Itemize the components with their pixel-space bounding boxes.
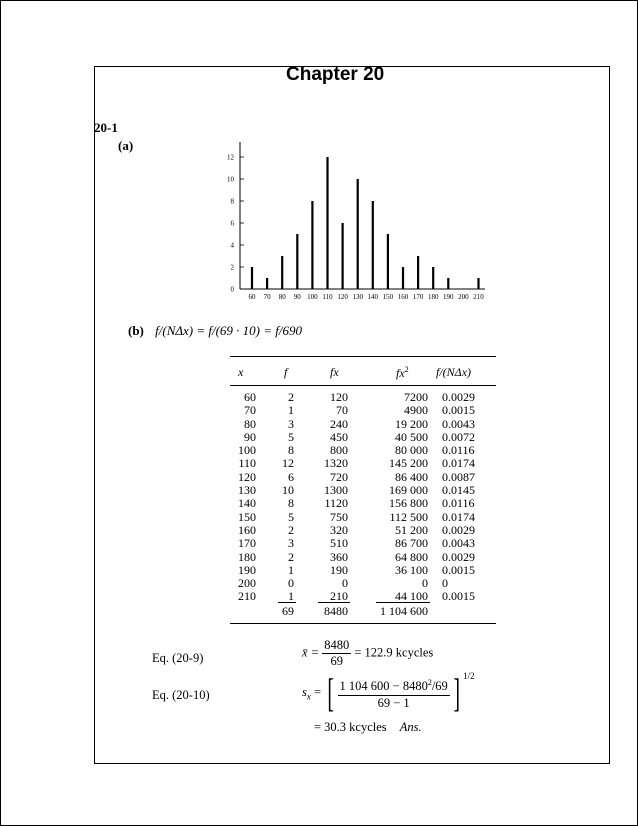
table-cell: 120 [330,390,348,404]
col-header-fx2-base: fx [396,366,405,380]
table-cell: 156 800 [389,496,428,511]
table-cell: 0 [422,576,428,591]
table-cell: 8 [288,496,294,511]
total-rule-fx [318,602,350,603]
table-cell: 64 800 [395,549,428,564]
table-cell: 7200 [404,390,428,404]
part-b-line [128,323,302,339]
eq2-num-sup: 2 [427,678,432,688]
table-cell: 19 200 [395,416,428,431]
table-cell: 70 [336,403,348,418]
table-cell: 100 [238,443,256,458]
table-cell: 1300 [324,483,348,498]
table-cell: 0.0174 [442,509,475,524]
table-cell: 0.0087 [442,469,475,484]
x-tick-label: 180 [427,293,439,301]
col-header-f: f [284,365,288,379]
table-cell: 170 [238,536,256,551]
eq2-lhs: s [302,684,307,699]
table-cell: 240 [330,416,348,431]
table-cell: 1 [288,562,294,577]
y-tick-label: 12 [227,153,234,162]
x-tick-label: 190 [443,293,454,301]
table-cell: 2 [288,522,294,537]
y-tick-label: 6 [230,219,234,228]
table-cell: 169 000 [389,483,428,498]
eq2-fraction [338,675,450,710]
eq2-math [302,670,475,715]
table-cell: 1120 [324,496,348,511]
eq1-label: Eq. (20-9) [152,651,204,665]
x-tick-label: 60 [248,293,256,301]
x-tick-label: 90 [293,293,301,301]
table-cell: 10 [282,483,294,498]
y-tick-label: 4 [230,241,234,250]
table-cell: 0 [442,576,448,591]
part-b-equation: f/(NΔx) = f/(69 · 10) = f/690 [155,323,302,338]
table-cell: 510 [330,536,348,551]
y-tick-label: 0 [230,285,234,294]
table-cell: 0.0145 [442,483,475,498]
table-cell: 90 [244,429,256,444]
table-cell: 80 000 [395,443,428,458]
result-ans: Ans. [399,720,422,734]
eq2-num-b: /69 [431,679,448,694]
table-cell: 0.0015 [442,589,475,604]
table-cell: 0.0043 [442,416,475,431]
table-cell: 51 200 [395,522,428,537]
table-cell: 112 500 [389,509,428,524]
table-cell: 140 [238,496,256,511]
part-a-label: (a) [118,138,134,153]
table-cell: 0.0116 [442,496,475,511]
x-tick-label: 130 [352,293,363,301]
table-cell: 40 500 [395,429,428,444]
table-cell: 450 [330,429,348,444]
x-tick-label: 170 [412,293,424,301]
col-header-density: f/(NΔx) [436,365,472,379]
table-cell: 190 [238,562,256,577]
eq1-rhs: = 122.9 kcycles [354,645,434,660]
table-cell: 44 100 [395,589,428,604]
x-tick-label: 150 [382,293,394,301]
table-cell: 70 [244,403,256,418]
x-tick-label: 120 [337,293,348,301]
x-tick-label: 200 [458,293,469,301]
table-cell: 5 [288,509,294,524]
table-cell: 3 [288,416,294,431]
table-cell: 2 [288,390,294,404]
col-header-fx2-sup: 2 [404,365,409,374]
y-tick-label: 10 [227,175,234,184]
right-bracket: ] [453,670,460,715]
x-tick-label: 140 [367,293,379,301]
table-cell: 145 200 [389,456,428,471]
column-fx [315,391,348,604]
table-cell: 190 [330,562,348,577]
x-tick-label: 160 [397,293,409,301]
result-value: = 30.3 kcycles [314,720,387,734]
frequency-table [230,356,496,624]
total-rule-f [278,602,296,603]
histogram-chart [220,134,490,308]
table-cell: 110 [238,456,256,471]
table-cell: 0.0029 [442,522,475,537]
eq1-denominator: 69 [330,654,343,668]
eq2-num-a: 1 104 600 − 8480 [339,679,428,694]
table-cell: 4900 [404,403,428,418]
table-cell: 0.0015 [442,562,475,577]
table-cell: 0.0072 [442,429,475,444]
x-tick-label: 100 [307,293,318,301]
table-cell: 130 [238,483,256,498]
total-fx: 8480 [324,604,348,618]
eq1-fraction [322,638,351,669]
eq2-numerator [338,675,450,695]
table-cell: 0.0043 [442,536,475,551]
result-line [314,720,422,735]
table-cell: 0.0015 [442,403,475,418]
y-tick-label: 2 [230,263,234,272]
eq2-lhs-sub: x [306,691,311,702]
problem-number: 20-1 [94,120,118,135]
table-cell: 0 [342,576,348,591]
column-fx2 [370,391,428,604]
table-cell: 3 [288,536,294,551]
col-header-x: x [238,365,244,379]
table-cell: 120 [238,469,256,484]
y-tick-label: 8 [230,197,234,206]
total-fx2: 1 104 600 [380,604,428,618]
table-cell: 0.0029 [442,390,475,404]
column-f [272,391,294,604]
table-cell: 360 [330,549,348,564]
table-cell: 800 [330,443,348,458]
table-cell: 0.0174 [442,456,475,471]
x-tick-label: 80 [278,293,286,301]
table-cell: 750 [330,509,348,524]
eq2-eqsign: = [314,684,322,699]
table-cell: 86 400 [395,469,428,484]
total-f: 69 [282,604,294,618]
x-tick-label: 110 [322,293,333,301]
table-cell: 0 [288,576,294,591]
table-cell: 86 700 [395,536,428,551]
table-cell: 6 [288,469,294,484]
table-cell: 210 [330,589,348,604]
table-cell: 80 [244,416,256,431]
chapter-title: Chapter 20 [286,64,385,85]
table-cell: 1 [288,403,294,418]
table-cell: 12 [282,456,294,471]
column-density [442,391,496,604]
table-cell: 0.0116 [442,443,475,458]
eq2-denominator: 69 − 1 [377,695,410,710]
table-cell: 210 [238,589,256,604]
col-header-fx2 [396,365,409,381]
table-cell: 180 [238,549,256,564]
table-cell: 2 [288,549,294,564]
table-cell: 0.0029 [442,549,475,564]
table-cell: 1320 [324,456,348,471]
table-cell: 150 [238,509,256,524]
table-cell: 320 [330,522,348,537]
table-cell: 5 [288,429,294,444]
x-tick-label: 70 [263,293,271,301]
eq1-lhs: x̄ = [302,645,320,660]
table-cell: 8 [288,443,294,458]
eq1-math [302,638,433,669]
eq2-power: 1/2 [463,670,475,681]
x-tick-label: 210 [473,293,484,301]
table-cell: 160 [238,522,256,537]
header-rule [230,385,496,386]
column-x [230,391,256,604]
left-bracket: [ [327,670,335,715]
col-header-fx: fx [330,365,339,379]
eq1-numerator: 8480 [324,638,350,652]
table-cell: 60 [244,390,256,404]
table-cell: 1 [288,589,294,604]
eq2-label: Eq. (20-10) [152,688,210,702]
table-cell: 36 100 [395,562,428,577]
table-cell: 720 [330,469,348,484]
table-cell: 200 [238,576,256,591]
part-b-label: (b) [128,323,144,338]
total-rule-fx2 [376,602,430,603]
